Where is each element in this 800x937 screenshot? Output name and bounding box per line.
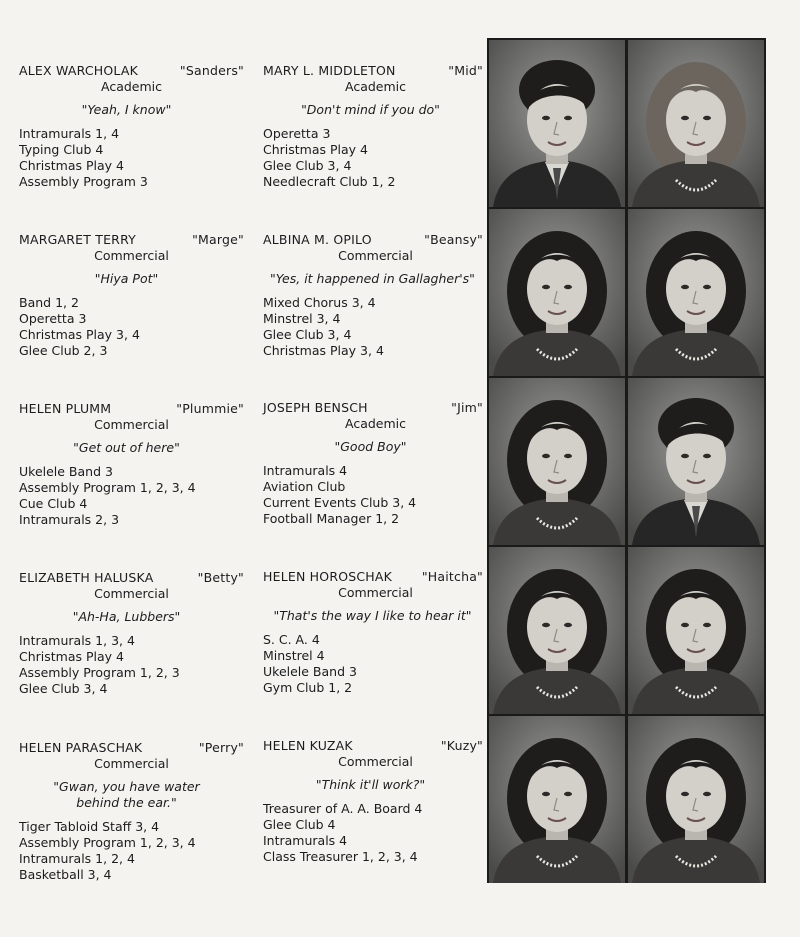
student-course: Commercial: [338, 754, 413, 769]
student-nickname: "Betty": [197, 570, 244, 585]
entry-header: [19, 740, 244, 756]
student-course: Academic: [344, 416, 406, 431]
activity-item: Assembly Program 1, 2, 3, 4: [19, 480, 196, 495]
activity-item: Ukelele Band 3: [263, 664, 357, 679]
student-name: HELEN PARASCHAK: [19, 740, 143, 755]
activity-item: Glee Club 4: [263, 817, 336, 832]
student-nickname: "Mid": [448, 63, 483, 78]
student-name: HELEN PLUMM: [19, 401, 112, 416]
student-entry: [263, 232, 483, 359]
student-nickname: "Haitcha": [421, 569, 483, 584]
activity-item: Intramurals 2, 3: [19, 512, 120, 527]
student-name: JOSEPH BENSCH: [263, 400, 368, 415]
student-quote: "Yeah, I know": [81, 102, 172, 117]
student-quote: "Gwan, you have water behind the ear.": [53, 779, 200, 810]
entry-header: [263, 738, 483, 754]
activity-item: Christmas Play 4: [19, 649, 124, 664]
student-course: Commercial: [338, 585, 413, 600]
activity-item: Mixed Chorus 3, 4: [263, 295, 376, 310]
activity-item: Football Manager 1, 2: [263, 511, 400, 526]
student-entry: [263, 738, 483, 865]
student-course: Commercial: [94, 417, 169, 432]
portrait-photo: [628, 547, 764, 714]
student-quote: "Ah-Ha, Lubbers": [72, 609, 181, 624]
activity-item: Assembly Program 1, 2, 3: [19, 665, 180, 680]
student-entry: [19, 740, 244, 883]
student-quote: "Don't mind if you do": [301, 102, 440, 117]
activity-item: Glee Club 3, 4: [263, 327, 352, 342]
portrait-photo: [489, 378, 625, 545]
student-name: ELIZABETH HALUSKA: [19, 570, 154, 585]
student-course: Commercial: [94, 586, 169, 601]
activity-list: [263, 463, 478, 527]
student-nickname: "Kuzy": [440, 738, 483, 753]
student-entry: [263, 569, 483, 696]
entry-header: [263, 400, 483, 416]
activity-item: Basketball 3, 4: [19, 867, 112, 882]
activity-item: Glee Club 3, 4: [263, 158, 352, 173]
student-quote: "Good Boy": [334, 439, 407, 454]
student-nickname: "Jim": [451, 400, 483, 415]
activity-item: Intramurals 1, 4: [19, 126, 120, 141]
portrait-photo: [628, 40, 764, 207]
portrait-photo: [489, 40, 625, 207]
entry-header: [263, 63, 483, 79]
student-nickname: "Plummie": [176, 401, 244, 416]
activity-item: Glee Club 3, 4: [19, 681, 108, 696]
activity-list: [263, 801, 478, 865]
activity-item: Tiger Tabloid Staff 3, 4: [19, 819, 160, 834]
activity-list: [263, 126, 478, 190]
student-course: Academic: [344, 79, 406, 94]
activity-list: [19, 126, 234, 190]
activity-item: Typing Club 4: [19, 142, 104, 157]
activity-list: [19, 819, 234, 883]
activity-item: Christmas Play 4: [263, 142, 368, 157]
portrait-photo: [489, 547, 625, 714]
portrait-grid: [487, 38, 766, 883]
entry-header: [263, 232, 483, 248]
activity-item: Ukelele Band 3: [19, 464, 113, 479]
student-quote: "Hiya Pot": [94, 271, 159, 286]
activity-list: [19, 295, 234, 359]
activity-item: Assembly Program 3: [19, 174, 148, 189]
portrait-photo: [489, 209, 625, 376]
activity-item: Needlecraft Club 1, 2: [263, 174, 396, 189]
portrait-photo: [628, 209, 764, 376]
student-nickname: "Perry": [198, 740, 244, 755]
student-course: Commercial: [94, 248, 169, 263]
activity-item: Intramurals 4: [263, 833, 348, 848]
activity-item: Operetta 3: [263, 126, 331, 141]
activity-list: [19, 633, 234, 697]
activity-item: Christmas Play 3, 4: [263, 343, 384, 358]
activity-list: [263, 632, 478, 696]
portrait-photo: [489, 716, 625, 883]
student-entry: [263, 400, 483, 527]
activity-item: Christmas Play 4: [19, 158, 124, 173]
activity-item: Minstrel 4: [263, 648, 325, 663]
student-name: HELEN HOROSCHAK: [263, 569, 393, 584]
activity-item: Class Treasurer 1, 2, 3, 4: [263, 849, 418, 864]
student-entry: [263, 63, 483, 190]
activity-item: Current Events Club 3, 4: [263, 495, 417, 510]
activity-item: Band 1, 2: [19, 295, 79, 310]
student-nickname: "Beansy": [424, 232, 483, 247]
activity-item: Assembly Program 1, 2, 3, 4: [19, 835, 196, 850]
entry-header: [19, 401, 244, 417]
student-nickname: "Marge": [192, 232, 244, 247]
student-quote: "Think it'll work?": [315, 777, 426, 792]
student-quote: "Get out of here": [73, 440, 180, 455]
activity-item: Operetta 3: [19, 311, 87, 326]
activity-item: Minstrel 3, 4: [263, 311, 341, 326]
activity-item: Intramurals 4: [263, 463, 348, 478]
student-name: MARGARET TERRY: [19, 232, 136, 247]
activity-list: [19, 464, 234, 528]
student-quote: "Yes, it happened in Gallagher's": [270, 271, 475, 286]
portrait-photo: [628, 378, 764, 545]
student-entry: [19, 570, 244, 697]
student-quote: "That's the way I like to hear it": [273, 608, 472, 623]
student-course: Commercial: [338, 248, 413, 263]
student-name: ALEX WARCHOLAK: [19, 63, 139, 78]
entry-header: [19, 232, 244, 248]
student-course: Academic: [100, 79, 162, 94]
activity-item: Gym Club 1, 2: [263, 680, 353, 695]
student-name: ALBINA M. OPILO: [263, 232, 372, 247]
student-course: Commercial: [94, 756, 169, 771]
activity-list: [263, 295, 478, 359]
activity-item: Christmas Play 3, 4: [19, 327, 140, 342]
activity-item: S. C. A. 4: [263, 632, 320, 647]
entry-header: [263, 569, 483, 585]
student-name: MARY L. MIDDLETON: [263, 63, 396, 78]
activity-item: Intramurals 1, 3, 4: [19, 633, 135, 648]
student-entry: [19, 401, 244, 528]
activity-item: Cue Club 4: [19, 496, 88, 511]
activity-item: Treasurer of A. A. Board 4: [263, 801, 423, 816]
student-nickname: "Sanders": [179, 63, 244, 78]
entry-header: [19, 570, 244, 586]
student-entry: [19, 232, 244, 359]
student-entry: [19, 63, 244, 190]
activity-item: Intramurals 1, 2, 4: [19, 851, 135, 866]
entry-header: [19, 63, 244, 79]
activity-item: Aviation Club: [263, 479, 346, 494]
portrait-photo: [628, 716, 764, 883]
activity-item: Glee Club 2, 3: [19, 343, 108, 358]
student-name: HELEN KUZAK: [263, 738, 353, 753]
